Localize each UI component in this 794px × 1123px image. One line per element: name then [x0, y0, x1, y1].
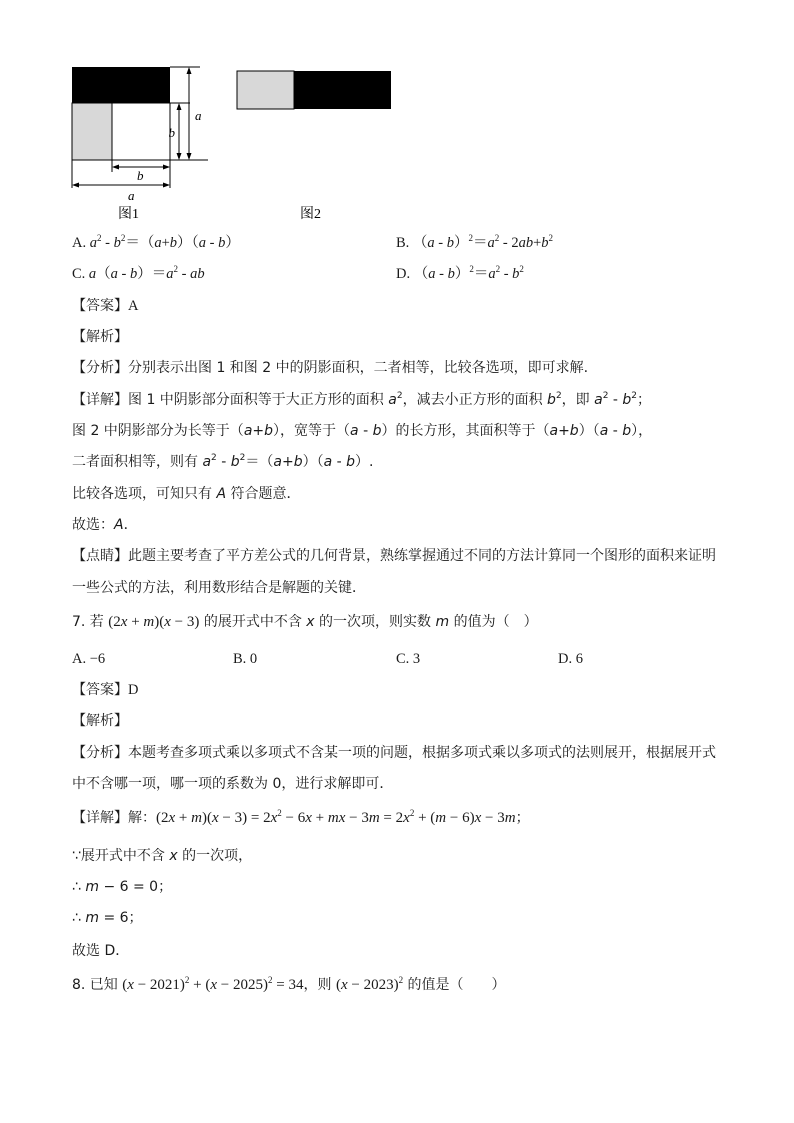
q6-detail-2: 图 2 中阴影部分为长等于（a+b），宽等于（a - b）的长方形，其面积等于（a+b）（a - b），: [72, 423, 653, 439]
answer-tag: 【答案】: [72, 682, 128, 698]
q6-fenxi: [72, 358, 588, 378]
fig1-gray-rect: [72, 103, 112, 160]
q6-detail-1: 【详解】图 1 中阴影部分面积等于大正方形的面积 $a^2$，减去小正方形的面积 $b^2$，即 $a^2 - b^2$；: [72, 391, 652, 408]
answer-value: A: [128, 298, 139, 314]
q7-because: ∵展开式中不含 x 的一次项，: [72, 848, 253, 864]
fig2-black-rect: [294, 71, 391, 109]
fig1-caption: 图1: [118, 207, 139, 222]
q7-detail-1: 【详解】解：$(2x + m)(x - 3) = 2x^2 - 6x$ + mx − $3m = 2x^2 + (m - 6)x - 3m$；: [72, 808, 530, 826]
fenxi-text-1: 本题考查多项式乘以多项式不含某一项的问题，根据多项式乘以多项式的法则展开，根据展开式: [128, 745, 716, 761]
q6-option-b: B. $(a - b)^2=a^2 - 2ab+b^2$: [396, 233, 554, 251]
q7-choose: 故选 D．: [72, 943, 130, 959]
q6-option-a: A. $a^2 - b^2=(a+b)(a - b)$: [72, 233, 240, 251]
q6-option-d: D. $(a - b)^2=a^2 - b^2$: [396, 264, 524, 282]
figure-area: [0, 0, 794, 230]
q6-detail-4: 比较各选项，可知只有 A 符合题意．: [72, 486, 301, 502]
q7-fenxi-1: [72, 743, 716, 763]
fig2-caption: 图2: [300, 207, 321, 222]
analysis-tag: 【解析】: [72, 329, 128, 345]
fig1-white-square: [112, 103, 170, 160]
q7-option-d: D. 6: [558, 651, 583, 667]
fenxi-text: 分别表示出图 1 和图 2 中的阴影面积，二者相等，比较各选项，即可求解.: [128, 360, 589, 376]
figure-2: [237, 71, 391, 222]
fenxi-tag: 【分析】: [72, 360, 128, 376]
q8-stem: 8. 已知 $(x - 2021)^2 + (x - 2025)^2 = 34$，则 $(x - 2023)^2$ 的值是（ ）: [72, 975, 506, 993]
analysis-tag: 【解析】: [72, 713, 128, 729]
q6-choose: 故选：A．: [72, 517, 138, 533]
q6-comment-1: [72, 546, 716, 566]
answer-tag: 【答案】: [72, 298, 128, 314]
label-a-horizontal: a: [128, 188, 135, 203]
label-a-vertical: a: [195, 108, 202, 123]
q7-option-b: B. 0: [233, 651, 258, 667]
q7-stem: 7. 若 (2x + m)(x − 3) 的展开式中不含 x 的一次项，则实数 m 的值为（ ）: [72, 614, 538, 630]
label-b-vertical: b: [168, 125, 175, 140]
q6-option-c: C. $a(a - b)=a^2$ - ab: [72, 264, 205, 282]
q6-answer: [72, 296, 138, 316]
answer-value: D: [128, 682, 139, 698]
figure-1: [72, 67, 208, 222]
q7-analysis-tag: [72, 711, 128, 731]
fig1-black-rect: [72, 67, 170, 103]
q6-analysis-tag: [72, 327, 128, 347]
fenxi-text-2: 中不含哪一项，哪一项的系数为 0，进行求解即可．: [72, 776, 394, 792]
comment-tag: 【点睛】: [72, 548, 128, 564]
q7-option-c: C. 3: [396, 651, 421, 667]
q7-answer: [72, 680, 138, 700]
comment-text-2: 一些公式的方法，利用数形结合是解题的关键．: [72, 580, 366, 596]
q7-therefore-2: ∴ m = 6；: [72, 910, 143, 926]
q7-fenxi-2: [72, 774, 393, 794]
label-b-horizontal: b: [137, 168, 144, 183]
comment-text-1: 此题主要考查了平方差公式的几何背景，熟练掌握通过不同的方法计算同一个图形的面积来证明: [128, 548, 716, 564]
q7-option-a: A. −6: [72, 651, 106, 667]
fenxi-tag: 【分析】: [72, 745, 128, 761]
q6-detail-3: 二者面积相等，则有 $a^2 - b^2=(a+b)(a - b)$.: [72, 453, 374, 470]
q7-therefore-1: ∴ m − 6 = 0；: [72, 879, 173, 895]
q6-comment-2: [72, 578, 366, 598]
fig2-gray-rect: [237, 71, 294, 109]
